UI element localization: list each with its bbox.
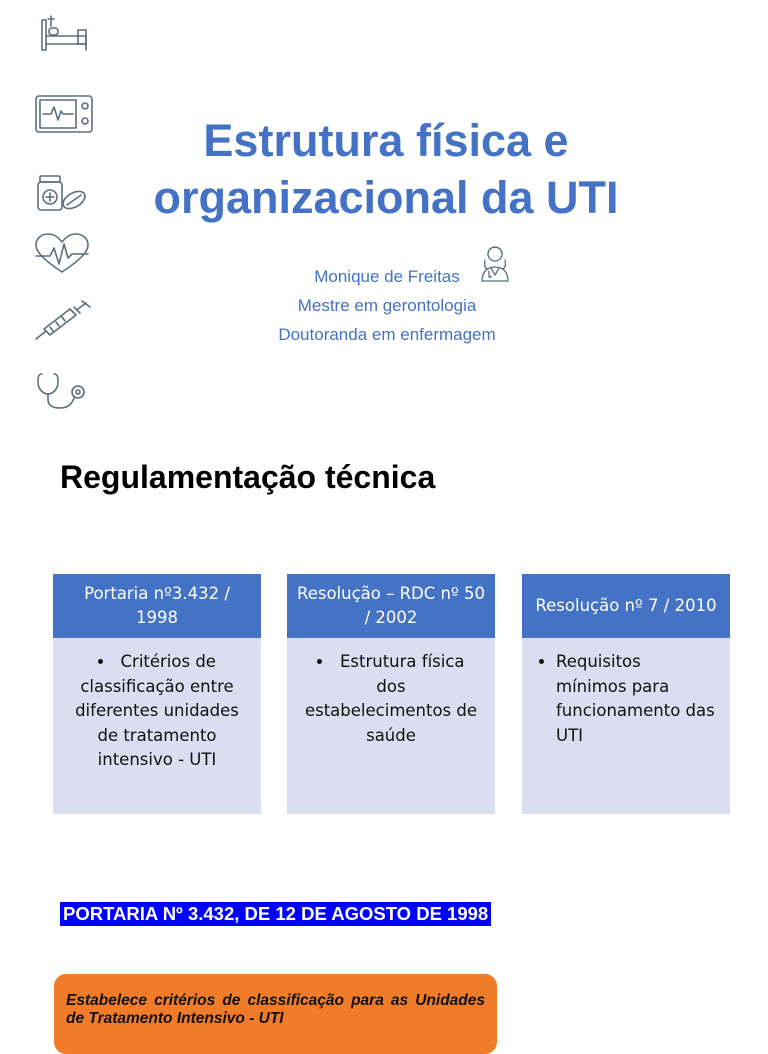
author-name-row bbox=[230, 262, 544, 291]
author-info bbox=[230, 262, 544, 349]
hospital-bed-icon bbox=[34, 14, 90, 54]
title-line: organizacional da UTI bbox=[153, 172, 619, 223]
author-degree: Mestre em gerontologia bbox=[297, 296, 477, 315]
doctor-icon bbox=[480, 243, 510, 283]
author-status: Doutoranda em enfermagem bbox=[278, 325, 496, 344]
card-body bbox=[287, 638, 495, 814]
presentation-title bbox=[110, 112, 662, 226]
portaria-heading: PORTARIA Nº 3.432, DE 12 DE AGOSTO DE 1998 bbox=[60, 902, 491, 926]
ecg-monitor-icon bbox=[34, 94, 90, 134]
card-body bbox=[522, 638, 730, 814]
title-line: Estrutura física e bbox=[203, 115, 569, 166]
card-header: Resolução – RDC nº 50 / 2002 bbox=[287, 574, 495, 638]
card-bullet: • Critérios de classificação entre diferentes unidades de tratamento intensivo - UTI bbox=[67, 650, 247, 773]
author-name: Monique de Freitas bbox=[314, 267, 460, 286]
portaria-summary: Estabelece critérios de classificação para as Unidades de Tratamento Intensivo - UTI bbox=[54, 974, 497, 1054]
medicine-icon bbox=[34, 172, 90, 212]
card-bullet: • Estrutura física dos estabelecimentos de saúde bbox=[301, 650, 481, 748]
card-header: Resolução nº 7 / 2010 bbox=[522, 574, 730, 638]
title-slide bbox=[0, 0, 768, 420]
regulation-card bbox=[522, 574, 730, 814]
section-title: Regulamentação técnica bbox=[60, 459, 436, 495]
card-header: Portaria nº3.432 / 1998 bbox=[53, 574, 261, 638]
card-bullet: • Requisitos mínimos para funcionamento das UTI bbox=[556, 650, 716, 748]
card-body bbox=[53, 638, 261, 814]
syringe-icon bbox=[34, 301, 90, 341]
stethoscope-icon bbox=[34, 370, 90, 410]
regulation-card bbox=[287, 574, 495, 814]
heart-rate-icon bbox=[34, 234, 90, 274]
regulation-card bbox=[53, 574, 261, 814]
